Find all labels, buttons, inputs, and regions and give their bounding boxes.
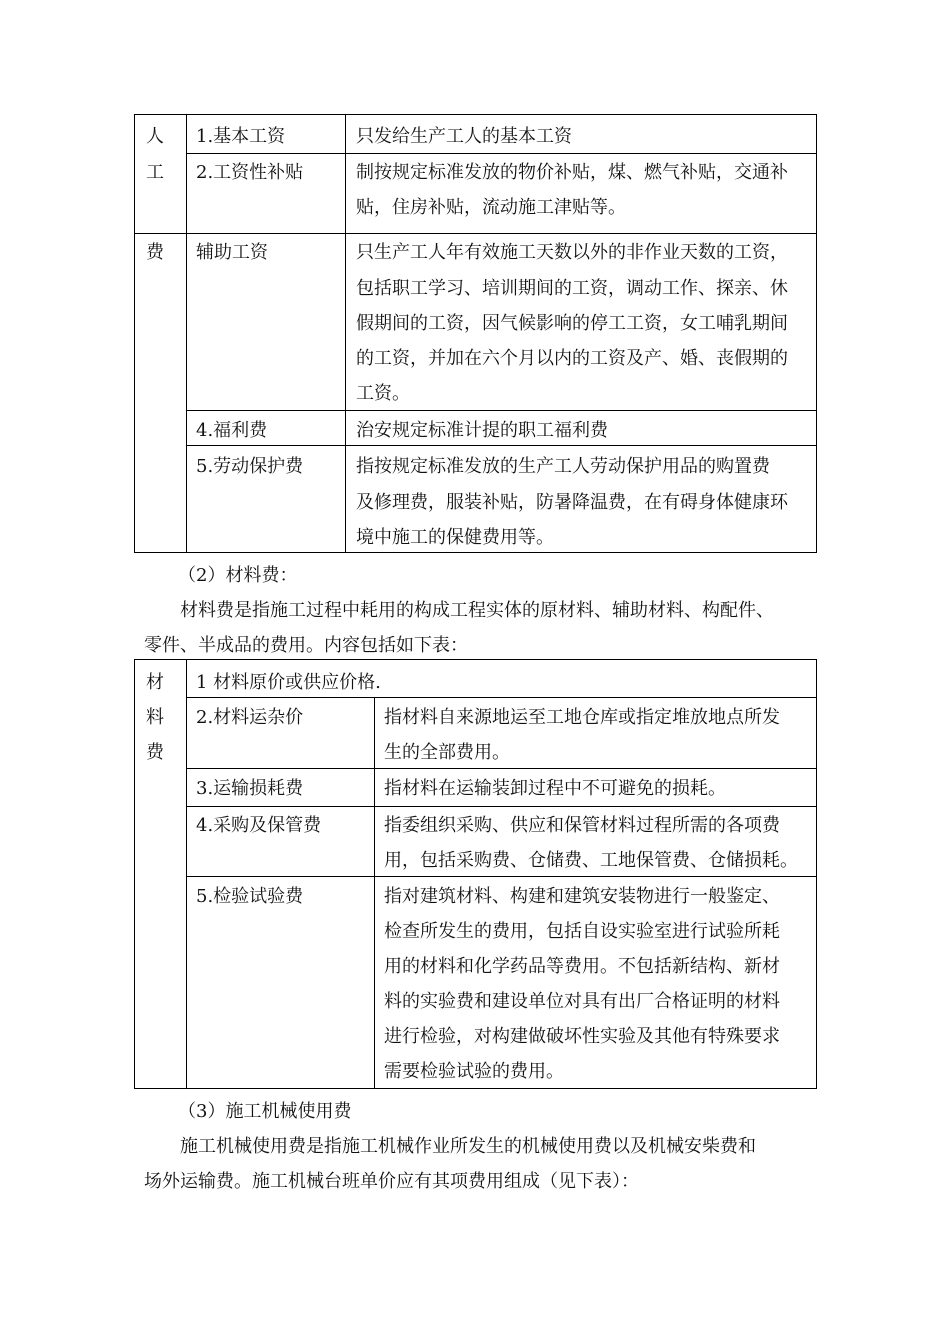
table-column-divider (374, 697, 375, 1089)
paragraph-line: 施工机械使用费是指施工机械作业所发生的机械使用费以及机械安柴费和 (180, 1136, 756, 1157)
table-side-label: 料 (146, 707, 164, 728)
table-border (134, 552, 817, 553)
table-side-label: 材 (146, 672, 164, 693)
table-border (134, 114, 135, 553)
paragraph-line: 场外运输费。施工机械台班单价应有其项费用组成（见下表）： (144, 1171, 639, 1192)
table-row-divider (134, 233, 817, 234)
table-desc-line: 检查所发生的费用，包括自设实验室进行试验所耗 (384, 921, 780, 942)
table-border (816, 114, 817, 553)
table-desc-line: 制按规定标准发放的物价补贴，煤、燃气补贴，交通补 (356, 162, 788, 183)
table-item: 辅助工资 (196, 242, 268, 263)
table-side-label: 工 (146, 162, 164, 183)
table-desc-line: 需要检验试验的费用。 (384, 1061, 564, 1082)
table-desc-line: 只发给生产工人的基本工资 (356, 126, 572, 147)
table-column-divider (186, 659, 187, 1089)
table-border (816, 659, 817, 1089)
table-row-divider (186, 445, 817, 446)
table-desc-line: 包括职工学习、培训期间的工资，调动工作、探亲、休 (356, 278, 788, 299)
table-border (134, 659, 135, 1089)
table-item: 5.检验试验费 (196, 886, 304, 907)
section-heading: （2）材料费： (178, 565, 298, 586)
table-desc-line: 进行检验，对构建做破坏性实验及其他有特殊要求 (384, 1026, 780, 1047)
table-desc-line: 工资。 (356, 383, 410, 404)
table-desc-line: 指材料在运输装卸过程中不可避免的损耗。 (384, 778, 726, 799)
table-side-label: 人 (146, 126, 164, 147)
table-desc-line: 指对建筑材料、构建和建筑安装物进行一般鉴定、 (384, 886, 780, 907)
table-row-divider (186, 153, 817, 154)
table-row-divider (186, 410, 817, 411)
table-item: 4.福利费 (196, 420, 268, 441)
table-item: 5.劳动保护费 (196, 456, 304, 477)
table-desc-line: 生的全部费用。 (384, 742, 510, 763)
table-item: 3.运输损耗费 (196, 778, 304, 799)
table-desc-line: 用的材料和化学药品等费用。不包括新结构、新材 (384, 956, 780, 977)
table-column-divider (186, 114, 187, 553)
table-item: 4.采购及保管费 (196, 815, 322, 836)
table-row-divider (186, 768, 817, 769)
table-desc-line: 境中施工的保健费用等。 (356, 527, 554, 548)
table-border (134, 659, 817, 660)
table-desc-line: 及修理费，服装补贴，防暑降温费，在有碍身体健康环 (356, 492, 788, 513)
table-desc-line: 贴，住房补贴，流动施工津贴等。 (356, 197, 626, 218)
section-heading: （3）施工机械使用费 (178, 1101, 352, 1122)
table-row-divider (186, 697, 817, 698)
table-desc-line: 指按规定标准发放的生产工人劳动保护用品的购置费 (356, 456, 770, 477)
table-first-row: 1 材料原价或供应价格. (196, 672, 381, 693)
table-desc-line: 指委组织采购、供应和保管材料过程所需的各项费 (384, 815, 780, 836)
table-desc-line: 只生产工人年有效施工天数以外的非作业天数的工资， (356, 242, 788, 263)
table-desc-line: 用，包括采购费、仓储费、工地保管费、仓储损耗。 (384, 850, 798, 871)
table-desc-line: 假期间的工资，因气候影响的停工工资，女工哺乳期间 (356, 313, 788, 334)
table-desc-line: 料的实验费和建设单位对具有出厂合格证明的材料 (384, 991, 780, 1012)
table-side-label: 费 (146, 742, 164, 763)
table-item: 1.基本工资 (196, 126, 286, 147)
table-column-divider (345, 114, 346, 553)
paragraph-line: 零件、半成品的费用。内容包括如下表： (144, 635, 468, 656)
table-border (134, 114, 817, 115)
table-side-label: 费 (146, 242, 164, 263)
table-row-divider (186, 876, 817, 877)
table-desc-line: 指材料自来源地运至工地仓库或指定堆放地点所发 (384, 707, 780, 728)
table-border (134, 1088, 817, 1089)
paragraph-line: 材料费是指施工过程中耗用的构成工程实体的原材料、辅助材料、构配件、 (180, 600, 774, 621)
table-desc-line: 的工资，并加在六个月以内的工资及产、婚、丧假期的 (356, 348, 788, 369)
table-item: 2.材料运杂价 (196, 707, 304, 728)
table-item: 2.工资性补贴 (196, 162, 304, 183)
table-desc-line: 治安规定标准计提的职工福利费 (356, 420, 608, 441)
table-row-divider (186, 806, 817, 807)
